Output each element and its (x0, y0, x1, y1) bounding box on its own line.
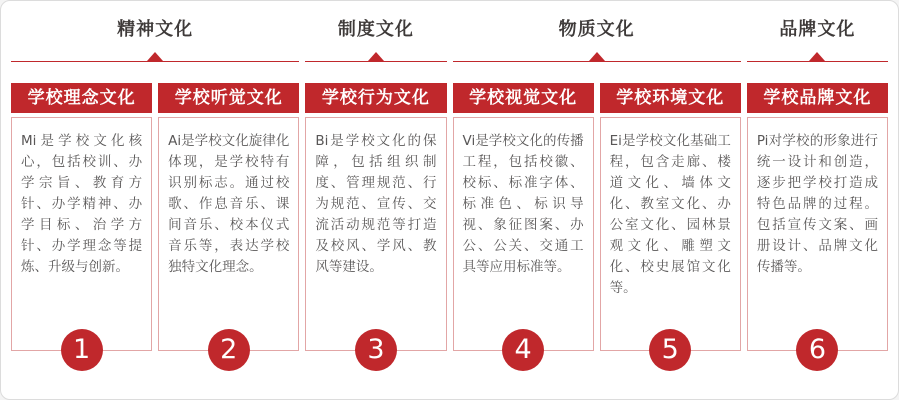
step-number-badge: 3 (355, 329, 397, 371)
triangle-up-icon (368, 52, 384, 61)
step-number-badge: 6 (796, 329, 838, 371)
step-number-badge: 2 (208, 329, 250, 371)
triangle-up-icon (809, 52, 825, 61)
column-header: 学校环境文化 (600, 83, 741, 113)
culture-column-5 (600, 83, 741, 365)
column-body-text: Pi对学校的形象进行统一设计和创造，逐步把学校打造成特色品牌的过程。包括宣传文案、画册设计、品牌文化传播等。 (747, 117, 888, 351)
triangle-up-icon (147, 52, 163, 61)
group-title: 精神文化 (117, 19, 194, 40)
group-underline (11, 61, 299, 62)
group-underline (305, 61, 446, 62)
group-header-brand (747, 1, 888, 62)
column-body-text: Vi是学校文化的传播工程，包括校徽、校标、标准字体、标准色、标识导视、象征图案、办公、公关、交通工具等应用标准等。 (453, 117, 594, 351)
group-title: 品牌文化 (779, 19, 856, 40)
culture-column-4 (453, 83, 594, 365)
column-header: 学校视觉文化 (453, 83, 594, 113)
group-header-row (11, 1, 888, 62)
column-header: 学校理念文化 (11, 83, 152, 113)
column-body-text: Ai是学校文化旋律化体现，是学校特有识别标志。通过校歌、作息音乐、课间音乐、校本仪式音乐等，表达学校独特文化理念。 (158, 117, 299, 351)
group-header-system (305, 1, 446, 62)
group-title: 物质文化 (558, 19, 635, 40)
group-header-material (453, 1, 741, 62)
column-header: 学校听觉文化 (158, 83, 299, 113)
column-header: 学校品牌文化 (747, 83, 888, 113)
group-title: 制度文化 (337, 19, 414, 40)
group-header-spirit (11, 1, 299, 62)
column-body-text: Ei是学校文化基础工程，包含走廊、楼道文化、墙体文化、教室文化、办公室文化、园林景观文化、雕塑文化、校史展馆文化等。 (600, 117, 741, 351)
column-body-text: Bi是学校文化的保障，包括组织制度、管理规范、行为规范、宣传、交流活动规范等打造及校风、学风、教风等建设。 (305, 117, 446, 351)
step-number-badge: 5 (649, 329, 691, 371)
group-underline (453, 61, 741, 62)
culture-column-6 (747, 83, 888, 365)
culture-columns-row (11, 83, 888, 365)
culture-column-1 (11, 83, 152, 365)
column-header: 学校行为文化 (305, 83, 446, 113)
culture-column-2 (158, 83, 299, 365)
step-number-badge: 1 (61, 329, 103, 371)
group-underline (747, 61, 888, 62)
triangle-up-icon (589, 52, 605, 61)
step-number-badge: 4 (502, 329, 544, 371)
column-body-text: Mi是学校文化核心，包括校训、办学宗旨、教育方针、办学精神、办学目标、治学方针、办学理念等提炼、升级与创新。 (11, 117, 152, 351)
culture-column-3 (305, 83, 446, 365)
